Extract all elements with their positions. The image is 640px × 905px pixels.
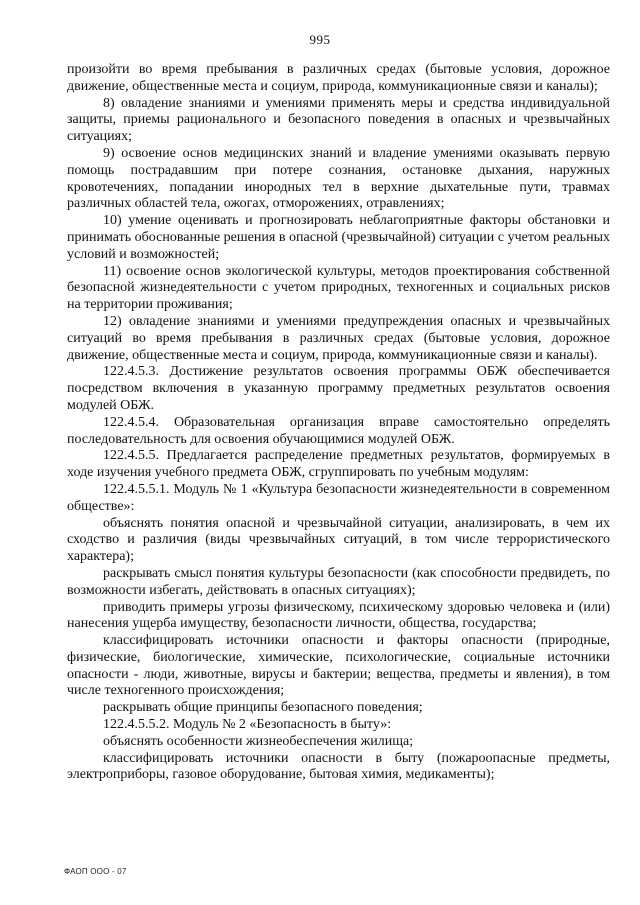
paragraph: 12) овладение знаниями и умениями предупреждения опасных и чрезвычайных ситуаций во время пребывания в различных средах (бытовые условия, дорожное движение, общественные места и социум, природа, коммуникационные связи и каналы). (67, 313, 610, 363)
footer-code: ФАОП ООО - 07 (64, 867, 127, 876)
paragraph: 8) овладение знаниями и умениями применять меры и средства индивидуальной защиты, приемы рационального и безопасного поведения в опасных и чрезвычайных ситуациях; (67, 95, 610, 145)
paragraph: раскрывать смысл понятия культуры безопасности (как способности предвидеть, по возможности избегать, действовать в опасных ситуациях); (67, 565, 610, 598)
paragraph: объяснять особенности жизнеобеспечения жилища; (103, 733, 414, 749)
document-body (67, 62, 610, 784)
paragraph: 122.4.5.4. Образовательная организация вправе самостоятельно определять последовательность для освоения обучающимися модулей ОБЖ. (67, 414, 610, 447)
paragraph: 122.4.5.5.1. Модуль № 1 «Культура безопасности жизнедеятельности в современном обществе»: (67, 481, 610, 514)
paragraph: произойти во время пребывания в различных средах (бытовые условия, дорожное движение, общественные места и социум, природа, коммуникационные связи и каналы); (67, 62, 610, 94)
paragraph: 122.4.5.5. Предлагается распределение предметных результатов, формируемых в ходе изучения учебного предмета ОБЖ, сгруппировать по учебным модулям: (67, 448, 610, 481)
paragraph: 122.4.5.5.2. Модуль № 2 «Безопасность в быту»: (103, 717, 392, 733)
paragraph: приводить примеры угрозы физическому, психическому здоровью человека и (или) нанесения ущерба имуществу, безопасности личности, общества, государства; (67, 599, 610, 632)
paragraph: классифицировать источники опасности в быту (пожароопасные предметы, электроприборы, газовое оборудование, бытовая химия, медикаменты); (67, 750, 610, 783)
paragraph: 11) освоение основ экологической культуры, методов проектирования собственной безопасной жизнедеятельности с учетом природных, техногенных и социальных рисков на территории проживания; (67, 263, 610, 313)
paragraph: 10) умение оценивать и прогнозировать неблагоприятные факторы обстановки и принимать обоснованные решения в опасной (чрезвычайной) ситуации с учетом реальных условий и возможностей; (67, 213, 610, 262)
paragraph: 122.4.5.3. Достижение результатов освоения программы ОБЖ обеспечивается посредством включения в указанную программу предметных результатов освоения модулей ОБЖ. (67, 364, 610, 413)
paragraph: 9) освоение основ медицинских знаний и владение умениями оказывать первую помощь пострадавшим при потере сознания, остановке дыхания, наружных кровотечениях, попадании инородных тел в верхние дыхательные пути, травмах различных областей тела, ожогах, отморожениях, отравлениях; (67, 145, 610, 212)
paragraph: раскрывать общие принципы безопасного поведения; (103, 700, 423, 716)
page-number: 995 (309, 32, 331, 47)
paragraph: объяснять понятия опасной и чрезвычайной ситуации, анализировать, в чем их сходство и различия (виды чрезвычайных ситуаций, в том числе террористического характера); (67, 515, 610, 565)
paragraph: классифицировать источники опасности и факторы опасности (природные, физические, биологические, химические, психологические, социальные источники опасности - люди, животные, вирусы и бактерии; вещества, предметы и явления), в том числе техногенного происхождения; (67, 633, 610, 699)
